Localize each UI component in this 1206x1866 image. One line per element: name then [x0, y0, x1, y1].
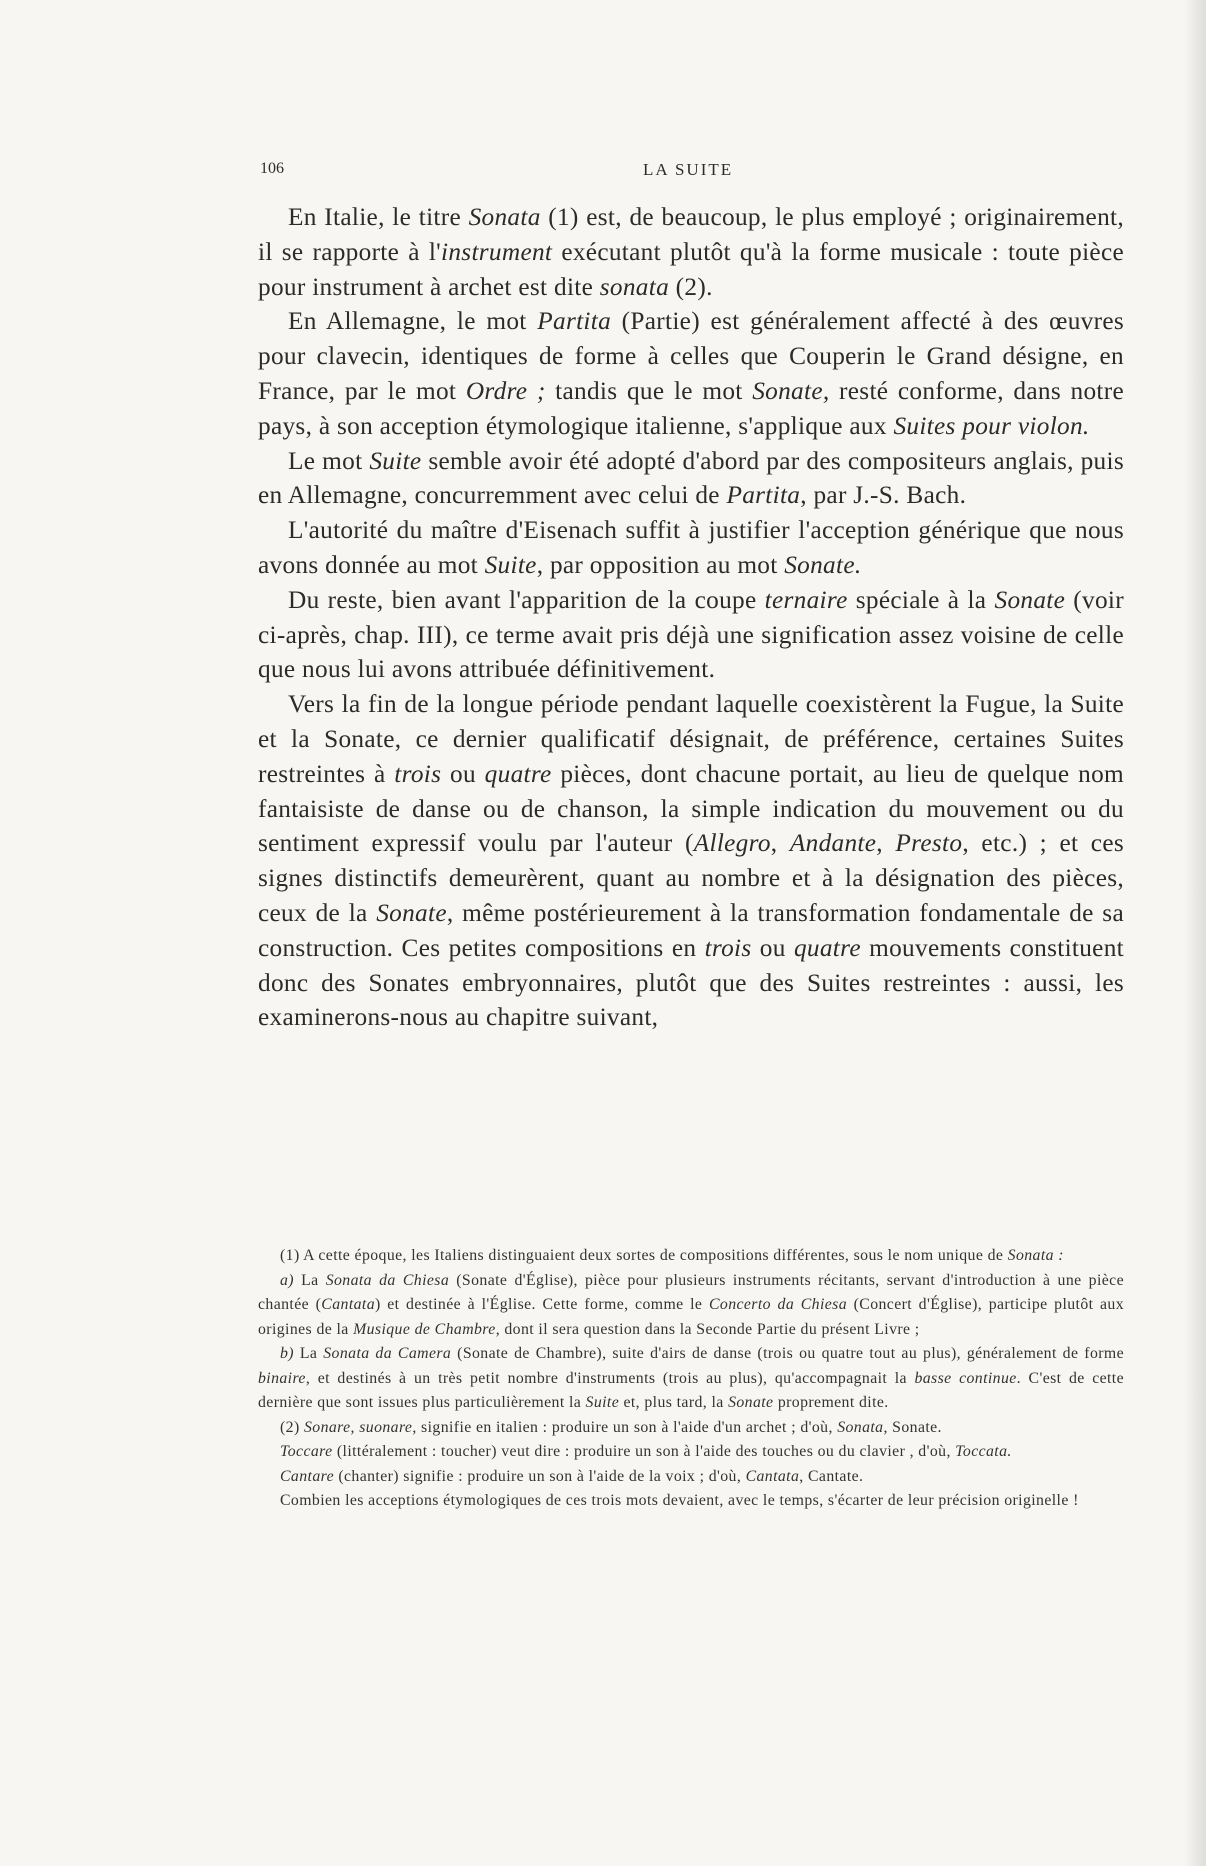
footnote — [258, 1244, 1124, 1269]
text-run: , et destinés à un très petit nombre d'instruments (trois au plus), qu'accompagnait la — [305, 1369, 915, 1387]
italic-run: Sonata da Camera — [323, 1345, 452, 1362]
text-run: (2). — [669, 272, 713, 301]
italic-run: Suite — [369, 446, 422, 475]
page-number: 106 — [260, 160, 284, 177]
page-edge-shadow — [1184, 0, 1206, 1866]
italic-run: Sonata da Chiesa — [325, 1271, 450, 1289]
italic-run: Concerto da Chiesa — [708, 1296, 848, 1313]
text-run: et, plus tard, la — [619, 1394, 729, 1411]
text-run: exécutant plutôt qu'à la forme musicale : toute pièce pour instrument à archet est dite — [258, 237, 1124, 301]
italic-run: Sonate — [994, 585, 1066, 614]
text-run: (1) est, de beaucoup, le plus employé ; originairement, il se rapporte à l' — [258, 203, 1124, 266]
italic-run: Allegro — [693, 829, 771, 858]
italic-run: Ordre ; — [465, 376, 546, 405]
italic-run: Toccare — [280, 1443, 333, 1460]
text-run: Vers la fin de la longue période pendant laquelle coexistèrent la Fugue, la Suite et la Sonate, ce dernier qualificatif désignait, de préférence, certaines Suites restreintes à — [258, 690, 1124, 788]
text-run: Le mot — [288, 446, 370, 475]
italic-run: a) — [280, 1271, 294, 1289]
text-run: semble avoir été adopté d'abord par des compositeurs anglais, puis en Allemagne, concurremment avec celui de — [258, 446, 1124, 510]
text-run: ou — [441, 759, 485, 788]
running-head — [258, 160, 1124, 186]
text-run: spéciale à la — [847, 585, 995, 614]
italic-run: Suites pour violon. — [893, 411, 1090, 440]
italic-run: sonata — [599, 272, 670, 301]
text-run: Du reste, bien avant l'apparition de la coupe — [288, 585, 765, 614]
text-run: (littéralement : toucher) veut dire : produire un son à l'aide des touches ou du clavier , d'où, — [332, 1443, 956, 1460]
text-run: ) et destinée à l'Église. Cette forme, comme le — [375, 1296, 709, 1313]
text-run: pièces, dont chacune portait, au lieu de quelque nom fantaisiste de danse ou de chanson, la simple indication du mouvement ou du sentiment expressif voulu par l'auteur ( — [258, 759, 1125, 858]
italic-run: Sonate — [728, 1394, 774, 1411]
italic-run: trois — [394, 759, 442, 788]
running-title: LA SUITE — [643, 160, 734, 179]
paragraph — [258, 513, 1124, 583]
text-run: , — [876, 829, 896, 858]
italic-run: Sonare, suonare — [303, 1418, 413, 1436]
italic-run: Presto — [895, 829, 963, 858]
italic-run: Suite — [585, 1394, 620, 1411]
italic-run: quatre — [484, 759, 552, 788]
italic-run: Toccata. — [955, 1443, 1012, 1460]
text-run: La — [293, 1345, 324, 1362]
text-run: , Cantate. — [799, 1467, 864, 1485]
paragraph — [258, 304, 1124, 443]
italic-run: Sonate. — [784, 550, 862, 579]
italic-run: Cantata — [745, 1467, 800, 1485]
text-run: resté conforme, dans notre pays, à son acception étymologique italienne, s'applique aux — [258, 376, 1125, 440]
text-run: (chanter) signifie : produire un son à l'aide de la voix ; d'où, — [334, 1467, 746, 1485]
italic-run: instrument — [441, 237, 553, 266]
text-run: (Sonate d'Église), pièce pour plusieurs instruments récitants, servant d'introduction à une pièce chantée ( — [258, 1271, 1124, 1313]
footnote — [258, 1269, 1124, 1343]
text-run: (Partie) est généralement affecté à des œuvres pour clavecin, identiques de forme à celles que Couperin le Grand désigne, en France, par le mot — [258, 307, 1124, 405]
text-run: . C'est de cette dernière que sont issues plus particulièrement la — [258, 1369, 1125, 1411]
text-run: , — [770, 829, 790, 858]
text-run: (1) A cette époque, les Italiens distinguaient deux sortes de compositions différentes, sous le nom unique de — [280, 1247, 1008, 1264]
italic-run: Suite — [484, 550, 537, 579]
italic-run: Sonata — [837, 1418, 884, 1436]
italic-run: Musique de Chambre — [353, 1320, 496, 1338]
footnote — [258, 1440, 1124, 1465]
italic-run: Cantare — [280, 1467, 334, 1485]
text-run: tandis que le mot — [545, 376, 753, 405]
text-run: , Sonate. — [883, 1418, 942, 1436]
text-run: , par opposition au mot — [536, 550, 785, 579]
text-run: (Concert d'Église), participe plutôt aux origines de la — [258, 1296, 1125, 1338]
italic-run: Sonata — [468, 203, 541, 231]
footnote — [258, 1342, 1124, 1416]
text-run: La — [293, 1271, 326, 1289]
italic-run: ternaire — [764, 585, 848, 614]
italic-run: Cantata — [321, 1296, 376, 1313]
text-run: L'autorité du maître d'Eisenach suffit à justifier l'acception générique que nous avons donnée au mot — [258, 516, 1124, 579]
text-run: Combien les acceptions étymologiques de ces trois mots devaient, avec le temps, s'écarter de leur précision originelle ! — [280, 1492, 1079, 1509]
italic-run: basse continue — [914, 1369, 1017, 1387]
text-run: , même postérieurement à la transformation fondamentale de sa construction. Ces petites compositions en — [258, 898, 1124, 962]
text-run: proprement dite. — [773, 1394, 889, 1411]
text-run: , signifie en italien : produire un son à l'aide d'un archet ; d'où, — [412, 1418, 838, 1436]
text-run: En Italie, le titre — [288, 203, 469, 231]
italic-run: Partita — [726, 481, 801, 510]
paragraph — [258, 444, 1124, 514]
paragraph — [258, 200, 1124, 304]
footnote — [258, 1489, 1124, 1514]
text-run: , par J.-S. Bach. — [800, 481, 967, 510]
footnote — [258, 1465, 1124, 1490]
italic-run: binaire — [258, 1369, 306, 1387]
text-run: (Sonate de Chambre), suite d'airs de danse (trois ou quatre tout au plus), généralement de forme — [451, 1345, 1124, 1362]
text-run: En Allemagne, le mot — [288, 307, 538, 336]
italic-run: trois — [704, 933, 752, 962]
text-run: ou — [751, 933, 794, 962]
paragraph — [258, 687, 1124, 1035]
main-text — [258, 200, 1124, 1035]
italic-run: Sonate, — [752, 376, 830, 405]
footnotes — [258, 1244, 1124, 1514]
text-run: mouvements constituent donc des Sonates embryonnaires, plutôt que des Suites restreintes : aussi, les examinerons-nous au chapitre suivant, — [258, 933, 1124, 1032]
italic-run: Sonate — [376, 898, 447, 927]
paragraph — [258, 583, 1124, 687]
footnote — [258, 1416, 1124, 1441]
text-run: , etc.) ; et ces signes distinctifs demeurèrent, quant au nombre et à la désignation des pièces, ceux de la — [258, 829, 1124, 927]
italic-run: b) — [280, 1345, 294, 1362]
text-run: (voir ci-après, chap. III), ce terme avait pris déjà une signification assez voisine de celle que nous lui avons attribuée définitivement. — [258, 585, 1124, 684]
text-run: , dont il sera question dans la Seconde Partie du présent Livre ; — [495, 1320, 920, 1338]
text-run: (2) — [280, 1418, 304, 1436]
italic-run: quatre — [793, 933, 861, 962]
italic-run: Partita — [537, 307, 612, 336]
italic-run: Andante — [789, 829, 877, 858]
italic-run: Sonata : — [1007, 1247, 1064, 1264]
